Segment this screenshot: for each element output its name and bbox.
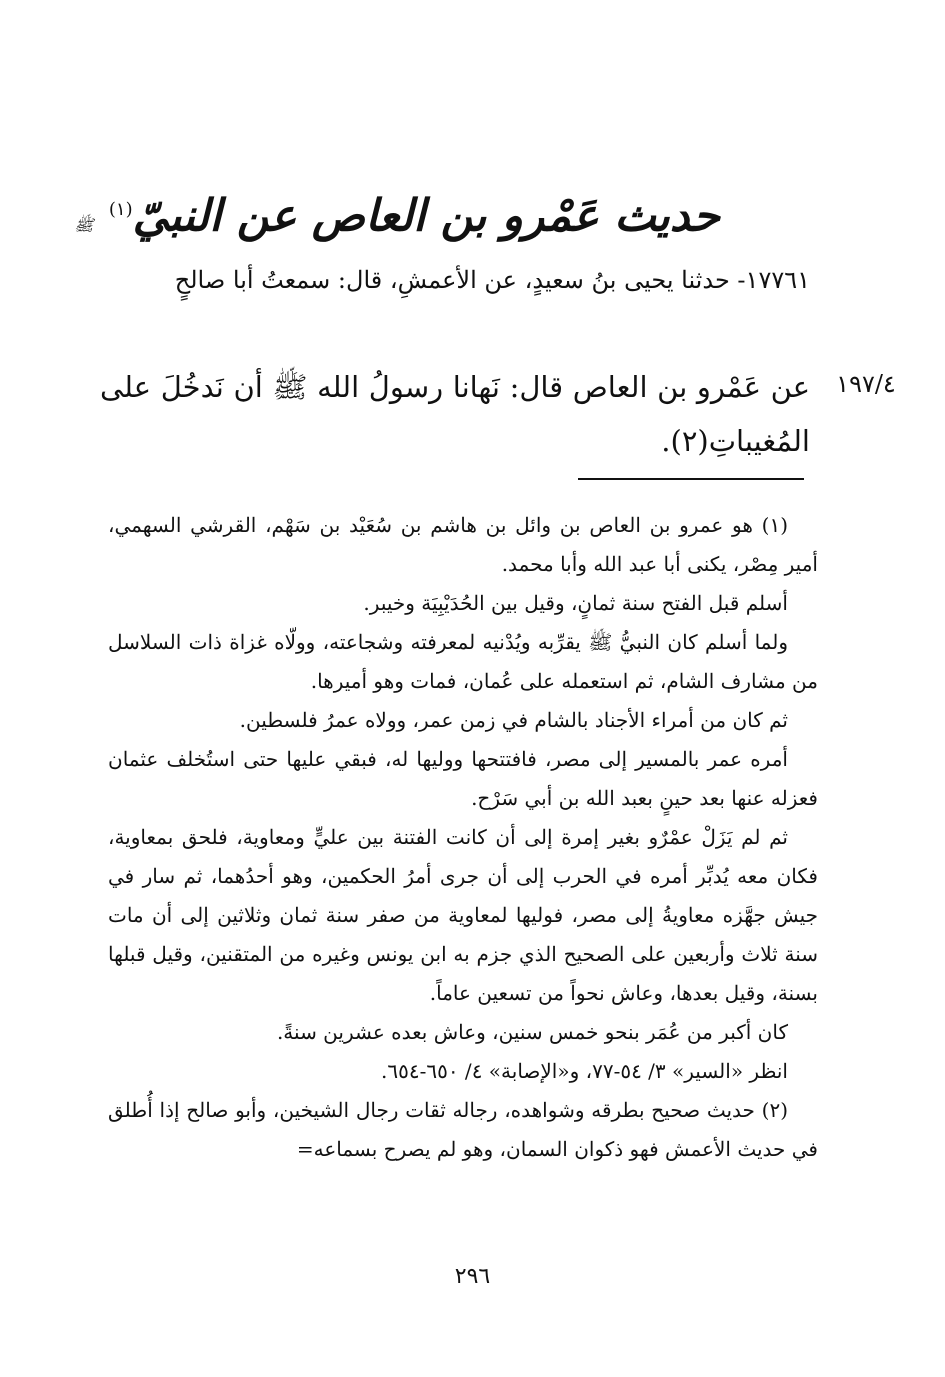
footnotes <box>108 506 818 1169</box>
hadith-isnad: ١٧٧٦١- حدثنا يحيى بنُ سعيدٍ، عن الأعمشِ، قال: سمعتُ أبا صالحٍ <box>174 266 810 294</box>
hadith-matn: عن عَمْرو بن العاص قال: نَهانا رسولُ الله ﷺ أن نَدخُلَ على المُغيباتِ(٢). <box>100 370 810 458</box>
footnote-paragraph: انظر «السير» ٣/ ٥٤-٧٧، و«الإصابة» ٤/ ٦٥٠-٦٥٤. <box>380 1059 788 1083</box>
footnote-paragraph: أسلم قبل الفتح سنة ثمانٍ، وقيل بين الحُدَيْبِيَة وخيبر. <box>363 591 788 615</box>
footnote-paragraph: كان أكبر من عُمَر بنحو خمس سنين، وعاش بعده عشرين سنةً. <box>276 1020 788 1044</box>
title-footnote-marker: (١) <box>108 199 133 220</box>
footnote-paragraph: ثم كان من أمراء الأجناد بالشام في زمن عمر، وولاه عمرُ فلسطين. <box>239 708 788 732</box>
footnote-paragraph: ثم لم يَزَلْ عمْرٌو بغير إمرة إلى أن كانت الفتنة بين عليٍّ ومعاوية، فلحق بمعاوية، فكان معه يُدبِّر أمره في الحرب إلى أن جرى أمرُ الحكمين، وهو أحدُهما، ثم سار في جيش جهَّزه معاويةُ إلى مصر، فوليها لمعاوية من صفر سنة ثمان وثلاثين إلى أن مات سنة ثلاث وأربعين على الصحيح الذي جزم به ابن يونس وغيره من المتقنين، وقيل قبلها بسنة، وقيل بعدها، وعاش نحواً من تسعين عاماً. <box>108 825 818 1005</box>
volume-page-reference: ١٩٧/٤ <box>836 370 896 398</box>
footnote-paragraph: (١) هو عمرو بن العاص بن وائل بن هاشم بن سُعَيْد بن سَهْم، القرشي السهمي، أمير مِصْر، يكنى أبا عبد الله وأبا محمد. <box>108 513 818 576</box>
chapter-title-text: حديث عَمْرو بن العاص عن النبيّ <box>132 190 720 242</box>
footnote-divider <box>578 478 804 480</box>
title-honorific: ﷺ <box>74 215 94 235</box>
footnote-paragraph: ولما أسلم كان النبيُّ ﷺ يقرِّبه ويُدْنيه لمعرفته وشجاعته، وولّاه غزاة ذات السلاسل من مشارف الشام، ثم استعمله على عُمان، فمات وهو أميرها. <box>108 630 818 693</box>
page-number: ٢٩٦ <box>454 1264 491 1289</box>
chapter-title <box>74 178 720 258</box>
footnote-paragraph: أمره عمر بالمسير إلى مصر، فافتتحها ووليها له، فبقي عليها حتى استُخلف عثمان فعزله عنها بعد حينٍ بعبد الله بن أبي سَرْح. <box>108 747 818 810</box>
footnote-paragraph: (٢) حديث صحيح بطرقه وشواهده، رجاله ثقات رجال الشيخين، وأبو صالح إذا أُطلق في حديث الأعمش فهو ذكوان السمان، وهو لم يصرح بسماعه= <box>108 1098 818 1161</box>
